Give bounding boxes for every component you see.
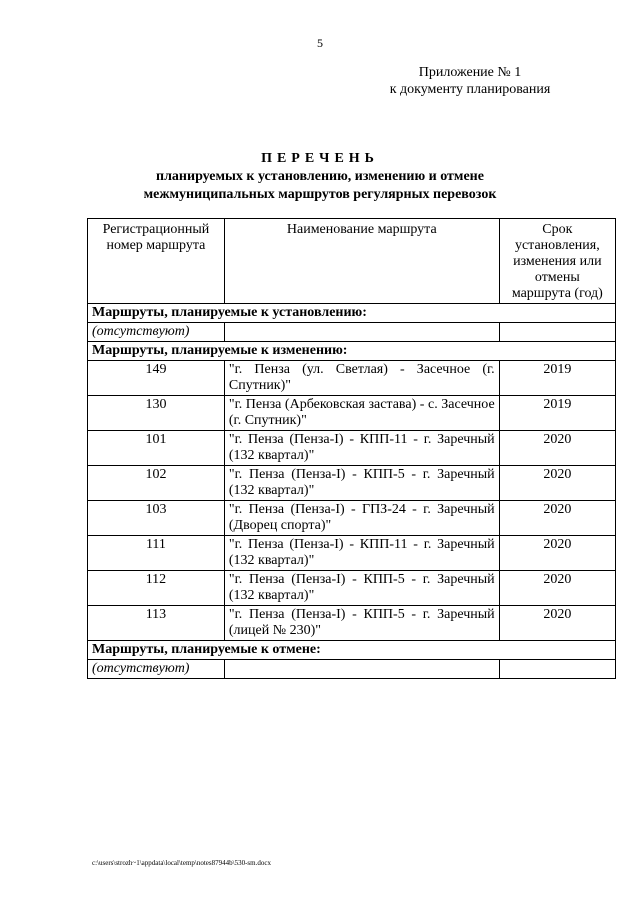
table-row [88, 466, 616, 501]
header-route-name: Наименование маршрута [224, 219, 499, 304]
route-name: "г. Пенза (Арбековская застава) - с. Засечное (г. Спутник)" [224, 396, 499, 431]
route-name: "г. Пенза (Пенза-I) - КПП-5 - г. Заречный (лицей № 230)" [224, 606, 499, 641]
route-year: 2020 [499, 431, 615, 466]
file-path-footer: c:\users\strozh~1\appdata\local\temp\notes87944b\530-sm.docx [92, 859, 271, 867]
cancel-absent: (отсутствуют) [88, 660, 225, 679]
table-row [88, 396, 616, 431]
route-name: "г. Пенза (Пенза-I) - КПП-11 - г. Заречный (132 квартал)" [224, 431, 499, 466]
table-row [88, 660, 616, 679]
route-year: 2019 [499, 396, 615, 431]
empty-cell [499, 323, 615, 342]
header-route-year: Срок установления, изменения или отмены маршрута (год) [499, 219, 615, 304]
heading-line-1: планируемых к установлению, изменению и отмене [156, 169, 484, 184]
route-year: 2020 [499, 466, 615, 501]
route-name: "г. Пенза (Пенза-I) - КПП-11 - г. Заречный (132 квартал)" [224, 536, 499, 571]
establish-absent: (отсутствуют) [88, 323, 225, 342]
empty-cell [224, 323, 499, 342]
route-number: 113 [88, 606, 225, 641]
section-label-cancel: Маршруты, планируемые к отмене: [88, 641, 616, 660]
table-row [88, 361, 616, 396]
appendix-caption [340, 64, 600, 98]
table-row [88, 571, 616, 606]
route-number: 130 [88, 396, 225, 431]
route-number: 111 [88, 536, 225, 571]
section-row-change [88, 342, 616, 361]
appendix-line-2: к документу планирования [389, 82, 551, 97]
section-row-establish [88, 304, 616, 323]
routes-table [87, 218, 616, 679]
document-heading [110, 150, 530, 204]
route-year: 2020 [499, 606, 615, 641]
table-row [88, 606, 616, 641]
route-number: 102 [88, 466, 225, 501]
route-name: "г. Пенза (ул. Светлая) - Засечное (г. Спутник)" [224, 361, 499, 396]
route-name: "г. Пенза (Пенза-I) - КПП-5 - г. Заречный (132 квартал)" [224, 466, 499, 501]
header-route-number: Регистрационный номер маршрута [88, 219, 225, 304]
table-header-row [88, 219, 616, 304]
route-year: 2020 [499, 501, 615, 536]
empty-cell [499, 660, 615, 679]
section-label-establish: Маршруты, планируемые к установлению: [88, 304, 616, 323]
document-title: ПЕРЕЧЕНЬ [261, 151, 379, 166]
route-number: 149 [88, 361, 225, 396]
route-number: 101 [88, 431, 225, 466]
page-number: 5 [317, 36, 323, 50]
section-row-cancel [88, 641, 616, 660]
route-number: 103 [88, 501, 225, 536]
appendix-line-1: Приложение № 1 [418, 65, 522, 80]
empty-cell [224, 660, 499, 679]
route-name: "г. Пенза (Пенза-I) - ГПЗ-24 - г. Заречный (Дворец спорта)" [224, 501, 499, 536]
table-row [88, 501, 616, 536]
route-year: 2019 [499, 361, 615, 396]
route-year: 2020 [499, 571, 615, 606]
route-year: 2020 [499, 536, 615, 571]
table-row [88, 536, 616, 571]
route-name: "г. Пенза (Пенза-I) - КПП-5 - г. Заречный (132 квартал)" [224, 571, 499, 606]
route-number: 112 [88, 571, 225, 606]
heading-line-2: межмуниципальных маршрутов регулярных перевозок [143, 187, 497, 202]
table-row [88, 431, 616, 466]
section-label-change: Маршруты, планируемые к изменению: [88, 342, 616, 361]
table-row [88, 323, 616, 342]
